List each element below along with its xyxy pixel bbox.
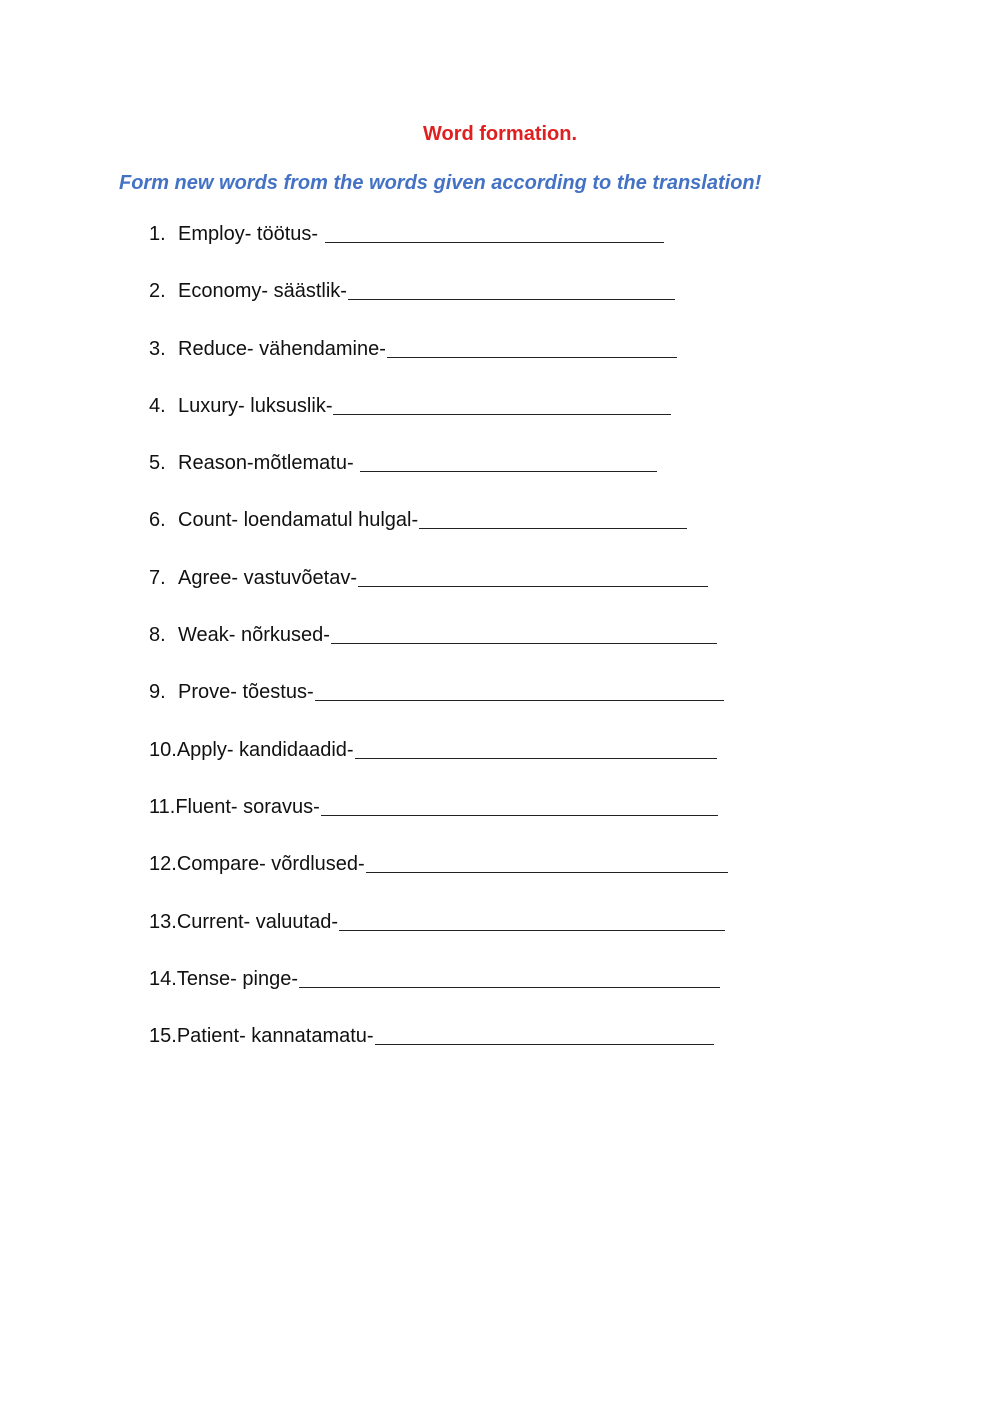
worksheet-instruction: Form new words from the words given according to the translation! (119, 172, 762, 194)
exercise-item (149, 621, 728, 678)
item-prompt: Employ- töötus- (178, 223, 324, 245)
answer-blank[interactable] (325, 220, 664, 243)
item-prompt: Count- loendamatul hulgal- (178, 509, 419, 532)
item-number: 10. (149, 738, 177, 761)
answer-blank[interactable] (360, 449, 657, 472)
exercise-item (149, 965, 728, 1022)
item-number: 7. (149, 566, 166, 589)
item-prompt: Tense- pinge- (176, 967, 298, 990)
exercise-item (149, 736, 728, 793)
item-number: 4. (149, 394, 166, 417)
item-prompt: Reason-mõtlematu- (178, 452, 360, 475)
item-prompt: Patient- kannatamatu- (176, 1025, 374, 1048)
item-prompt: Weak- nõrkused- (178, 624, 330, 647)
item-prompt: Agree- vastuvõetav- (178, 566, 357, 589)
answer-blank[interactable] (355, 736, 717, 759)
item-prompt: Compare- võrdlused- (176, 853, 365, 876)
answer-blank[interactable] (331, 621, 717, 644)
item-number: 6. (149, 509, 166, 532)
exercise-item (149, 850, 728, 907)
worksheet-title: Word formation. (422, 123, 578, 145)
exercise-item (149, 1022, 728, 1079)
exercise-item (149, 335, 728, 392)
exercise-item (149, 793, 728, 850)
item-prompt: Fluent- soravus- (175, 795, 320, 818)
answer-blank[interactable] (366, 850, 728, 873)
item-number: 11. (149, 795, 176, 818)
exercise-item (149, 506, 728, 563)
exercise-item (149, 392, 728, 449)
item-prompt: Luxury- luksuslik- (178, 394, 333, 417)
answer-blank[interactable] (358, 564, 708, 587)
answer-blank[interactable] (419, 506, 687, 529)
exercise-item (149, 220, 728, 277)
answer-blank[interactable] (299, 965, 720, 988)
item-number: 9. (149, 681, 166, 704)
item-number: 5. (149, 452, 166, 475)
answer-blank[interactable] (339, 908, 725, 931)
item-prompt: Apply- kandidaadid- (176, 738, 354, 761)
exercise-item (149, 564, 728, 621)
item-number: 2. (149, 280, 166, 303)
answer-blank[interactable] (333, 392, 671, 415)
item-number: 15. (149, 1025, 177, 1048)
exercise-item (149, 449, 728, 506)
answer-blank[interactable] (348, 277, 675, 300)
item-prompt: Prove- tõestus- (178, 681, 314, 704)
item-number: 8. (149, 624, 166, 647)
exercise-item (149, 277, 728, 334)
item-number: 3. (149, 337, 166, 360)
exercise-list (149, 220, 728, 1079)
answer-blank[interactable] (375, 1022, 714, 1045)
exercise-item (149, 678, 728, 735)
answer-blank[interactable] (315, 678, 724, 701)
item-prompt: Economy- säästlik- (178, 280, 347, 303)
item-number: 14. (149, 967, 177, 990)
item-number: 13. (149, 910, 177, 933)
item-prompt: Current- valuutad- (176, 910, 338, 933)
answer-blank[interactable] (387, 335, 677, 358)
exercise-item (149, 908, 728, 965)
item-number: 12. (149, 853, 177, 876)
item-number: 1. (149, 223, 166, 245)
answer-blank[interactable] (321, 793, 718, 816)
item-prompt: Reduce- vähendamine- (178, 337, 386, 360)
